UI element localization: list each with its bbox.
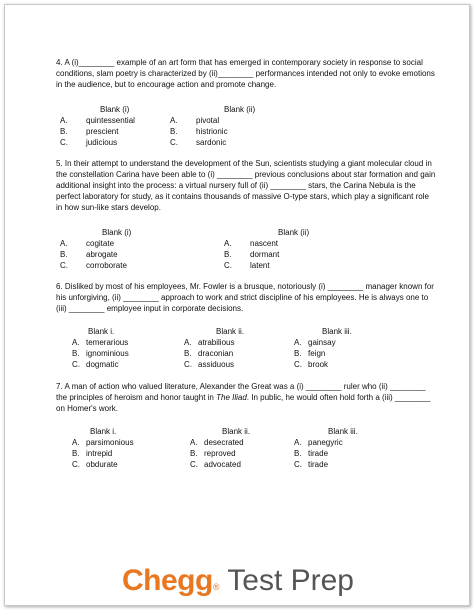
blank-column [328,426,358,437]
option-word: intrepid [86,449,113,458]
logo-product: Test Prep [219,564,354,597]
option-letter: B. [60,250,68,259]
blank-options [60,115,135,148]
option-row[interactable] [190,437,244,448]
option-letter: A. [72,338,80,347]
question-6 [56,281,436,314]
blank-heading: Blank ii. [216,327,245,336]
option-word: gainsay [308,338,336,347]
option-letter: C. [190,460,198,469]
blank-column [100,104,129,115]
option-letter: A. [60,239,68,248]
blank-column [90,426,116,437]
option-letter: C. [72,460,80,469]
option-row[interactable] [72,348,129,359]
option-row[interactable] [294,437,343,448]
option-row[interactable] [72,437,134,448]
option-word: nascent [250,239,279,248]
option-row[interactable] [60,115,135,126]
blank-column [222,426,250,437]
option-letter: C. [224,261,232,270]
option-row[interactable] [184,337,234,348]
option-row[interactable] [72,448,134,459]
blank-column [224,104,255,115]
option-letter: C. [72,360,80,369]
option-letter: B. [170,127,178,136]
question-7-book-title: The Iliad [216,393,247,402]
option-row[interactable] [224,260,279,271]
option-word: panegyric [308,438,343,447]
option-word: brook [308,360,329,369]
option-word: draconian [198,349,234,358]
option-word: temerarious [86,338,129,347]
option-letter: A. [190,438,198,447]
option-letter: C. [60,138,68,147]
blank-heading: Blank (ii) [224,105,256,114]
option-row[interactable] [170,126,228,137]
option-row[interactable] [170,137,228,148]
blank-heading: Blank iii. [328,427,358,436]
question-7-blanks [72,426,402,472]
blank-heading: Blank ii. [222,427,251,436]
question-7-text-part: . In public, he would often hold forth a (iii) ________ on Homer's work. [56,393,431,413]
option-word: judicious [86,138,118,147]
option-word: feign [308,349,326,358]
option-letter: B. [72,349,80,358]
option-letter: A. [72,438,80,447]
blank-options [190,437,244,470]
option-row[interactable] [72,459,134,470]
question-7-text [56,381,436,414]
question-6-blanks [72,326,402,372]
option-letter: A. [170,116,178,125]
question-4-text: 4. A (i)________ example of an art form that has emerged in contemporary society in response to social conditions, slam poetry is characterized by (ii)________ performances intended not only to evoke emotions in the audience, but to encourage action and promote change. [56,58,435,89]
option-letter: C. [60,261,68,270]
option-word: assiduous [198,360,235,369]
option-word: corroborate [86,261,127,270]
option-word: tirade [308,449,329,458]
option-row[interactable] [60,249,127,260]
question-6-text: 6. Disliked by most of his employees, Mr. Fowler is a brusque, notoriously (i) ________ manager known for his unforgiving, (ii) ________ approach to work and strict discipline of his employees. He is always one to (iii) ________ employee input in corporate decisions. [56,282,434,313]
option-row[interactable] [72,359,129,370]
option-row[interactable] [190,448,244,459]
option-word: pivotal [196,116,220,125]
blank-options [184,337,234,370]
option-row[interactable] [72,337,129,348]
option-word: prescient [86,127,119,136]
option-row[interactable] [60,126,135,137]
question-4-blanks [60,104,390,147]
blank-heading: Blank iii. [322,327,352,336]
option-word: cogitate [86,239,115,248]
blank-column [88,326,114,337]
logo-brand: Chegg [122,564,213,597]
blank-heading: Blank i. [88,327,115,336]
option-row[interactable] [184,348,234,359]
question-5 [56,158,436,213]
blank-options [170,115,228,148]
option-word: obdurate [86,460,118,469]
option-row[interactable] [294,337,336,348]
blank-column [322,326,352,337]
option-letter: A. [60,116,68,125]
option-row[interactable] [224,238,279,249]
option-word: ignominious [86,349,129,358]
chegg-test-prep-logo [122,564,354,598]
option-letter: B. [224,250,232,259]
blank-heading: Blank (ii) [278,228,310,237]
option-row[interactable] [224,249,279,260]
logo-registered-mark: ® [212,582,220,592]
blank-options [294,337,336,370]
blank-options [224,238,279,271]
option-row[interactable] [294,348,336,359]
question-5-blanks [60,227,390,273]
option-word: advocated [204,460,241,469]
blank-column [216,326,244,337]
option-letter: B. [294,449,302,458]
option-letter: B. [190,449,198,458]
option-letter: A. [294,438,302,447]
option-row[interactable] [60,137,135,148]
option-letter: B. [184,349,192,358]
option-letter: C. [294,460,302,469]
option-word: sardonic [196,138,227,147]
option-word: tirade [308,460,329,469]
option-row[interactable] [60,238,127,249]
option-letter: C. [170,138,178,147]
option-letter: A. [184,338,192,347]
option-word: histrionic [196,127,228,136]
option-row[interactable] [190,459,244,470]
blank-options [72,437,134,470]
option-row[interactable] [294,359,336,370]
question-5-text: 5. In their attempt to understand the development of the Sun, scientists studying a giant molecular cloud in the constellation Carina have been able to (i) ________ previous conclusions about star formation and gain additional insight into the process: a virtual nursery full of (ii) ________ stars, the Carina Nebula is the perfect laboratory for study, as it contains thousands of massive O-type stars, which play a significant role in how sun-like stars develop. [56,159,436,212]
blank-column [102,227,131,238]
blank-options [294,437,343,470]
option-word: atrabilious [198,338,235,347]
option-letter: A. [294,338,302,347]
option-row[interactable] [170,115,228,126]
option-row[interactable] [184,359,234,370]
option-letter: B. [72,449,80,458]
blank-options [60,238,127,271]
question-7 [56,381,436,414]
blank-column [278,227,309,238]
option-row[interactable] [294,459,343,470]
option-word: quintessential [86,116,135,125]
option-word: latent [250,261,270,270]
option-word: parsimonious [86,438,134,447]
blank-heading: Blank (i) [102,228,132,237]
option-word: abrogate [86,250,118,259]
question-4 [56,57,436,90]
question-7-text-part: 7. A man of action who valued literature, Alexander the Great was a (i) ________ ruler who (ii) ________ the principles of heroism and honor taught in [56,382,426,402]
option-word: reproved [204,449,236,458]
option-letter: C. [184,360,192,369]
option-letter: C. [294,360,302,369]
option-letter: B. [294,349,302,358]
option-letter: A. [224,239,232,248]
blank-heading: Blank (i) [100,105,130,114]
option-row[interactable] [294,448,343,459]
blank-options [72,337,129,370]
option-word: dormant [250,250,280,259]
option-word: dogmatic [86,360,119,369]
option-letter: B. [60,127,68,136]
blank-heading: Blank i. [90,427,117,436]
option-row[interactable] [60,260,127,271]
option-word: desecrated [204,438,244,447]
